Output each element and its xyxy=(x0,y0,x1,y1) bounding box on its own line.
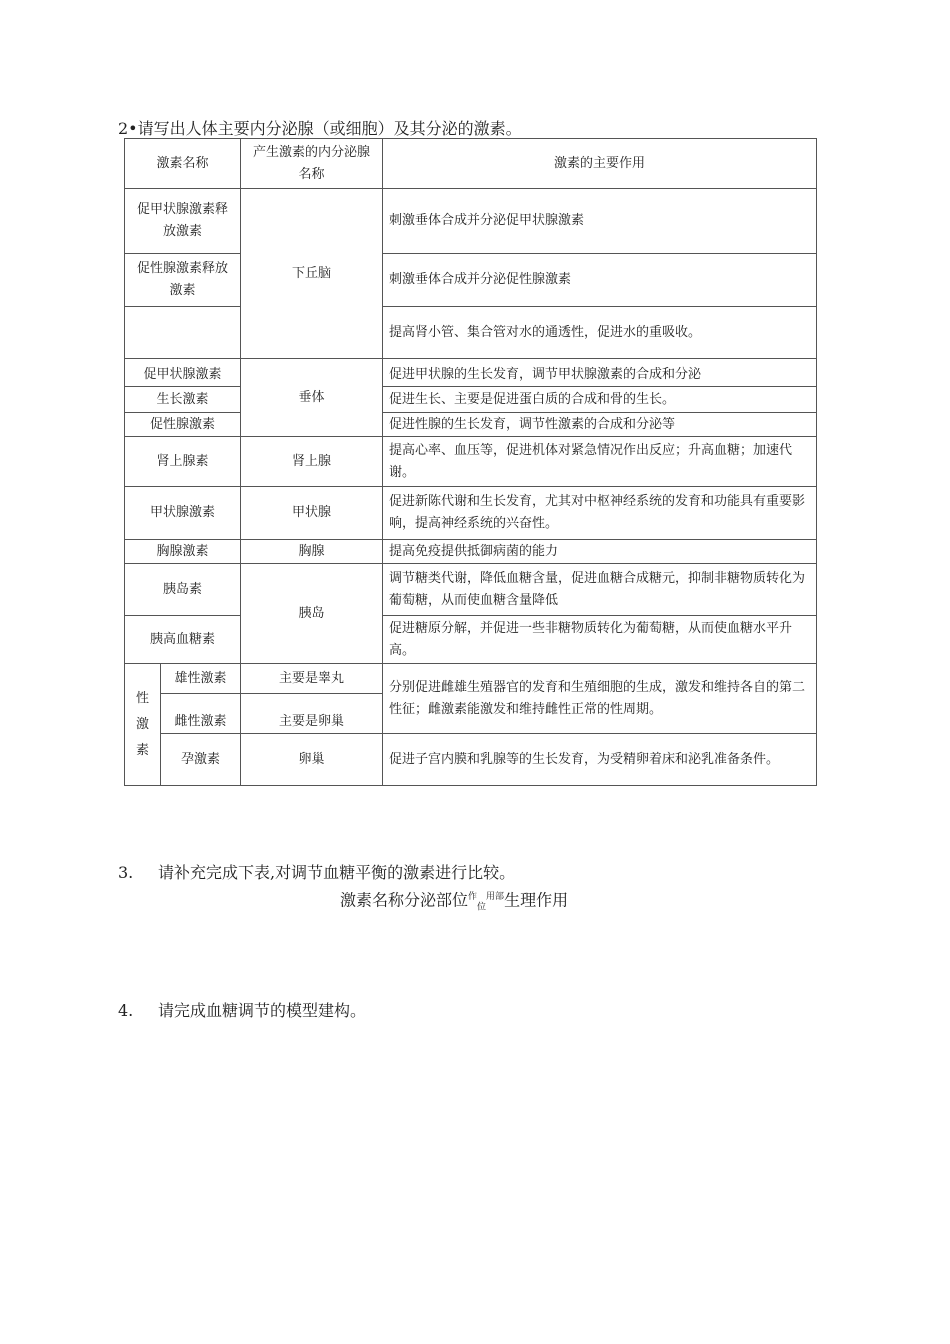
effect-cell: 促进子宫内膜和乳腺等的生长发育，为受精卵着床和泌乳准备条件。 xyxy=(383,734,817,786)
gland-cell: 垂体 xyxy=(241,359,383,437)
q3-header-sup2: 用部 xyxy=(486,892,505,902)
question-3-text: 请补充完成下表,对调节血糖平衡的激素进行比较。 xyxy=(158,863,516,882)
gland-cell: 胰岛 xyxy=(241,564,383,664)
question-3-table-header xyxy=(340,886,568,919)
effect-cell: 提高免疫提供抵御病菌的能力 xyxy=(383,540,817,564)
hormone-name-cell: 促性腺激素释放激素 xyxy=(125,254,241,307)
q3-header-part-a: 激素名称分泌部位 xyxy=(340,890,469,910)
q3-header-sub: 位 xyxy=(477,902,487,913)
hormone-name-cell: 胸腺激素 xyxy=(125,540,241,564)
effect-cell: 促进性腺的生长发育，调节性激素的合成和分泌等 xyxy=(383,413,817,437)
table-row xyxy=(125,564,817,616)
table-row xyxy=(125,387,817,413)
table-row xyxy=(125,307,817,359)
hormone-name-cell: 促甲状腺激素 xyxy=(125,359,241,387)
gland-cell: 主要是睾丸 xyxy=(241,664,383,694)
question-4-number: 4. xyxy=(118,1001,134,1020)
effect-cell: 刺激垂体合成并分泌促甲状腺激素 xyxy=(383,189,817,254)
hormone-table xyxy=(124,138,817,786)
sex-group-char: 性 xyxy=(135,690,149,706)
table-row xyxy=(125,487,817,540)
table-row xyxy=(125,437,817,487)
hormone-name-cell: 胰岛素 xyxy=(125,564,241,616)
gland-cell: 主要是卵巢 xyxy=(241,694,383,734)
hormone-name-cell: 促性腺激素 xyxy=(125,413,241,437)
table-row xyxy=(125,734,817,786)
hormone-name-cell: 生长激素 xyxy=(125,387,241,413)
effect-cell: 提高肾小管、集合管对水的通透性，促进水的重吸收。 xyxy=(383,307,817,359)
table-row xyxy=(125,664,817,694)
table-header-row xyxy=(125,139,817,189)
gland-cell: 肾上腺 xyxy=(241,437,383,487)
header-gland-name: 产生激素的内分泌腺名称 xyxy=(241,139,383,189)
header-hormone-name: 激素名称 xyxy=(125,139,241,189)
table-row xyxy=(125,189,817,254)
q3-header-part-b: 生理作用 xyxy=(504,890,569,910)
hormone-name-cell: 促甲状腺激素释放激素 xyxy=(125,189,241,254)
hormone-name-cell: 雌性激素 xyxy=(161,694,241,734)
sex-group-char: 素 xyxy=(135,742,149,758)
gland-cell: 胸腺 xyxy=(241,540,383,564)
question-4 xyxy=(118,1000,366,1022)
question-3 xyxy=(118,862,515,884)
effect-cell: 促进生长、主要是促进蛋白质的合成和骨的生长。 xyxy=(383,387,817,413)
effect-cell: 分别促进雌雄生殖器官的发育和生殖细胞的生成，激发和维持各自的第二性征；雌激素能激发和维持雌性正常的性周期。 xyxy=(383,664,817,734)
question-2-title: 2•请写出人体主要内分泌腺（或细胞）及其分泌的激素。 xyxy=(118,119,522,138)
hormone-name-cell: 雄性激素 xyxy=(161,664,241,694)
question-4-text: 请完成血糖调节的模型建构。 xyxy=(158,1001,367,1020)
table-row xyxy=(125,359,817,387)
effect-cell: 提高心率、血压等，促进机体对紧急情况作出反应；升高血糖；加速代谢。 xyxy=(383,437,817,487)
effect-cell: 调节糖类代谢，降低血糖含量，促进血糖合成糖元，抑制非糖物质转化为葡萄糖，从而使血糖含量降低 xyxy=(383,564,817,616)
sex-group-char: 激 xyxy=(135,716,149,732)
sex-hormone-group-cell xyxy=(125,664,161,786)
hormone-name-cell: 肾上腺素 xyxy=(125,437,241,487)
table-row xyxy=(125,540,817,564)
gland-cell: 卵巢 xyxy=(241,734,383,786)
hormone-name-cell: 甲状腺激素 xyxy=(125,487,241,540)
hormone-name-cell xyxy=(125,307,241,359)
gland-cell: 下丘脑 xyxy=(241,189,383,359)
table-row xyxy=(125,413,817,437)
question-3-number: 3. xyxy=(118,863,134,882)
header-main-effect: 激素的主要作用 xyxy=(383,139,817,189)
table-row xyxy=(125,254,817,307)
effect-cell: 刺激垂体合成并分泌促性腺激素 xyxy=(383,254,817,307)
table-row xyxy=(125,616,817,664)
effect-cell: 促进新陈代谢和生长发育，尤其对中枢神经系统的发育和功能具有重要影响，提高神经系统的兴奋性。 xyxy=(383,487,817,540)
q3-header-sup: 作 xyxy=(468,892,478,902)
effect-cell: 促进甲状腺的生长发育，调节甲状腺激素的合成和分泌 xyxy=(383,359,817,387)
hormone-name-cell: 孕激素 xyxy=(161,734,241,786)
gland-cell: 甲状腺 xyxy=(241,487,383,540)
hormone-name-cell: 胰高血糖素 xyxy=(125,616,241,664)
effect-cell: 促进糖原分解，并促进一些非糖物质转化为葡萄糖，从而使血糖水平升高。 xyxy=(383,616,817,664)
